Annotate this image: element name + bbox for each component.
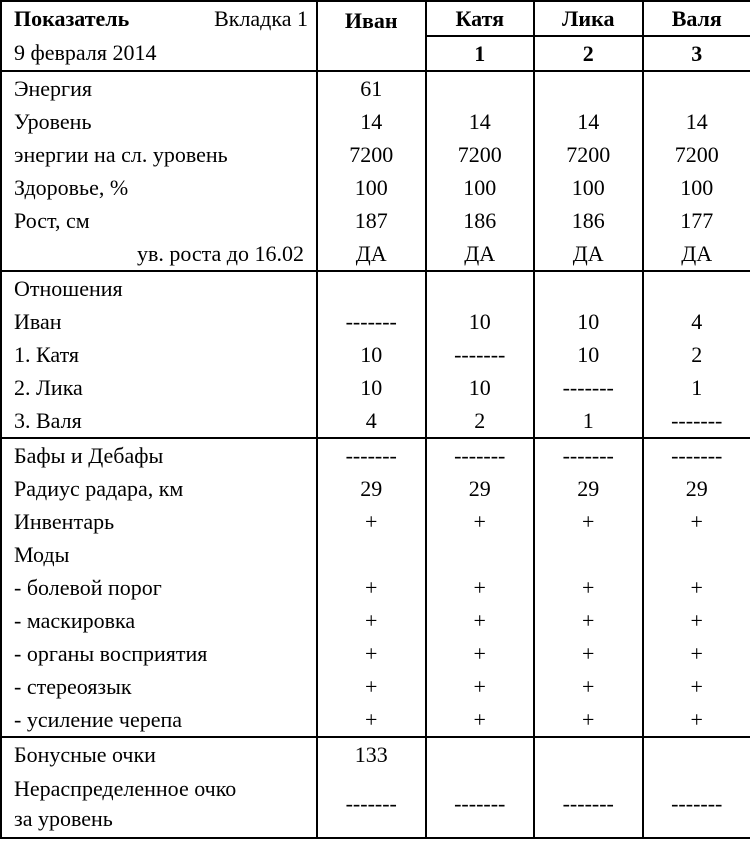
row-label: энергии на сл. уровень [14,141,228,167]
row-label [1,771,317,838]
value-cell-katya: 10 [426,371,535,404]
value-cell-ivan: 10 [317,371,426,404]
value-cell-lika: ------- [534,438,643,472]
stats-table-body [1,1,750,838]
row-label: Энергия [1,71,317,105]
value-cell-katya [426,71,535,105]
row-label: - усиление черепа [14,706,183,732]
player-name-ivan: Иван [317,1,426,71]
value-cell-katya: + [426,604,535,637]
header-tab: Вкладка 1 [214,6,308,31]
value-cell-valya: 29 [643,472,750,505]
table-row [1,670,750,703]
header-title-cell [1,1,317,36]
table-row [1,438,750,472]
value-cell-lika: 100 [534,171,643,204]
value-cell-valya: 177 [643,204,750,237]
row-label: 1. Катя [14,341,80,367]
row-label: Здоровье, % [14,174,129,200]
value-cell-katya: + [426,703,535,737]
table-row [1,771,750,838]
row-label: Иван [14,308,62,334]
value-cell-ivan: + [317,703,426,737]
value-cell-lika: + [534,604,643,637]
row-label: - маскировка [14,607,136,633]
row-label: Уровень [14,108,92,134]
value-cell-valya [643,737,750,771]
value-cell-valya: 7200 [643,138,750,171]
value-cell-valya: ------- [643,404,750,438]
value-cell-valya: 2 [643,338,750,371]
value-cell-katya: + [426,571,535,604]
value-cell-ivan: + [317,670,426,703]
value-cell-lika [534,271,643,305]
value-cell-katya: 186 [426,204,535,237]
value-cell-lika: 1 [534,404,643,438]
player-num-valya: 3 [643,36,750,71]
value-cell-katya: 14 [426,105,535,138]
row-label: - болевой порог [14,574,162,600]
value-cell-lika: + [534,670,643,703]
row-label: - органы восприятия [14,640,208,666]
value-cell-lika [534,71,643,105]
header-row-1 [1,1,750,36]
value-cell-katya: 29 [426,472,535,505]
table-row [1,237,750,271]
row-label-line: за уровень [14,806,113,831]
table-row [1,604,750,637]
table-row [1,138,750,171]
value-cell-valya: + [643,505,750,538]
value-cell-katya: ------- [426,438,535,472]
table-row [1,472,750,505]
table-row [1,105,750,138]
row-label: Отношения [1,271,317,305]
value-cell-ivan: ДА [317,237,426,271]
value-cell-valya [643,71,750,105]
player-name-lika: Лика [534,1,643,36]
value-cell-valya: 1 [643,371,750,404]
table-row [1,204,750,237]
value-cell-ivan: 133 [317,737,426,771]
table-row [1,371,750,404]
value-cell-katya: ДА [426,237,535,271]
row-label: ув. роста до 16.02 [136,240,304,266]
value-cell-lika: + [534,637,643,670]
value-cell-lika: + [534,505,643,538]
value-cell-valya: ДА [643,237,750,271]
value-cell-ivan: 7200 [317,138,426,171]
value-cell-katya: 7200 [426,138,535,171]
row-label: Радиус радара, км [14,475,184,501]
row-label: Рост, см [14,207,90,233]
value-cell-katya: 10 [426,305,535,338]
row-label: Бонусные очки [1,737,317,771]
value-cell-ivan [317,538,426,571]
value-cell-katya: 100 [426,171,535,204]
value-cell-ivan: 14 [317,105,426,138]
value-cell-lika: 29 [534,472,643,505]
value-cell-valya: 4 [643,305,750,338]
value-cell-valya: ------- [643,438,750,472]
value-cell-lika: 14 [534,105,643,138]
value-cell-lika: ДА [534,237,643,271]
value-cell-valya [643,271,750,305]
value-cell-ivan: + [317,505,426,538]
table-row [1,271,750,305]
value-cell-lika: + [534,703,643,737]
table-row [1,171,750,204]
value-cell-katya: ------- [426,338,535,371]
header-date: 9 февраля 2014 [14,40,157,65]
row-label: Инвентарь [14,508,115,534]
value-cell-lika: 10 [534,338,643,371]
table-row [1,571,750,604]
value-cell-lika [534,737,643,771]
value-cell-ivan: 4 [317,404,426,438]
value-cell-lika: 7200 [534,138,643,171]
value-cell-ivan: + [317,637,426,670]
value-cell-valya: + [643,604,750,637]
value-cell-ivan: 29 [317,472,426,505]
value-cell-katya: + [426,637,535,670]
player-num-katya: 1 [426,36,535,71]
value-cell-valya: + [643,637,750,670]
value-cell-ivan: ------- [317,771,426,838]
value-cell-ivan: 10 [317,338,426,371]
value-cell-katya [426,737,535,771]
player-num-lika: 2 [534,36,643,71]
row-label: - стереоязык [14,673,132,699]
table-row [1,637,750,670]
value-cell-ivan: 187 [317,204,426,237]
value-cell-valya: + [643,571,750,604]
value-cell-valya: + [643,670,750,703]
value-cell-katya: + [426,670,535,703]
table-row [1,71,750,105]
value-cell-lika: ------- [534,371,643,404]
value-cell-valya [643,538,750,571]
value-cell-ivan: ------- [317,438,426,472]
value-cell-katya: ------- [426,771,535,838]
value-cell-ivan: + [317,604,426,637]
table-row [1,737,750,771]
row-label: Бафы и Дебафы [1,438,317,472]
row-label: 2. Лика [14,374,83,400]
table-row [1,505,750,538]
value-cell-lika [534,538,643,571]
player-name-katya: Катя [426,1,535,36]
table-row [1,538,750,571]
value-cell-valya: 100 [643,171,750,204]
value-cell-ivan: 61 [317,71,426,105]
value-cell-lika: + [534,571,643,604]
value-cell-katya [426,271,535,305]
value-cell-lika: 186 [534,204,643,237]
table-row [1,703,750,737]
value-cell-valya: + [643,703,750,737]
value-cell-valya: ------- [643,771,750,838]
value-cell-ivan [317,271,426,305]
header-title: Показатель [14,6,130,31]
table-row [1,404,750,438]
row-label: Моды [14,541,70,567]
value-cell-katya [426,538,535,571]
value-cell-ivan: + [317,571,426,604]
value-cell-lika: ------- [534,771,643,838]
table-row [1,338,750,371]
value-cell-katya: 2 [426,404,535,438]
row-label-line: Нераспределенное очко [14,776,237,801]
value-cell-valya: 14 [643,105,750,138]
player-name-valya: Валя [643,1,750,36]
row-label: 3. Валя [14,407,82,433]
table-row [1,305,750,338]
value-cell-ivan: ------- [317,305,426,338]
value-cell-lika: 10 [534,305,643,338]
value-cell-ivan: 100 [317,171,426,204]
value-cell-katya: + [426,505,535,538]
